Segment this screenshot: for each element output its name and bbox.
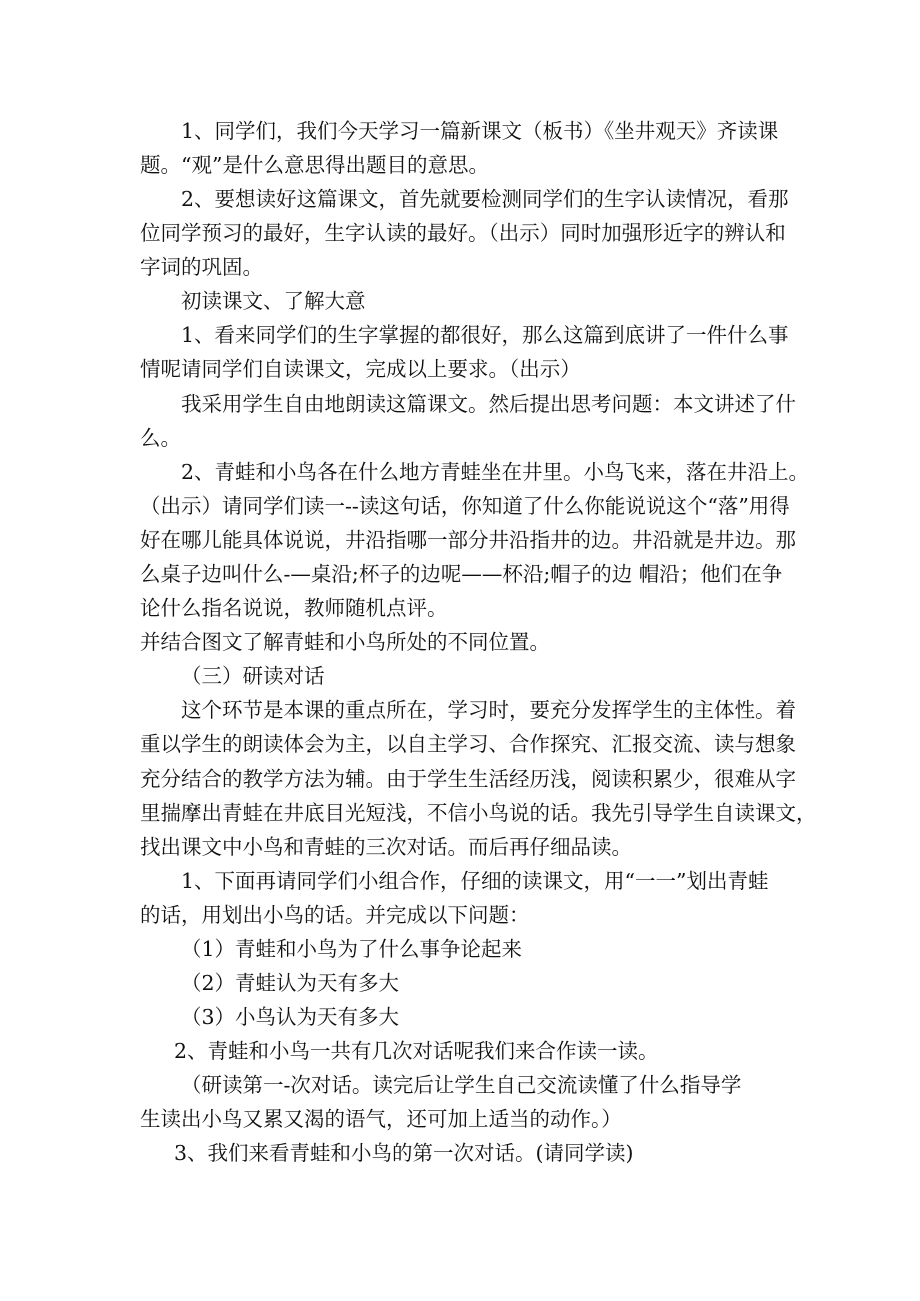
text-line: 的话，用划出小鸟的话。并完成以下问题： [140, 903, 530, 927]
text-line: 2、要想读好这篇课文，首先就要检测同学们的生字认读情况，看那 [181, 187, 789, 211]
text-line: 题。“观”是什么意思得出题目的意思。 [140, 153, 489, 177]
text-line: 么。 [140, 426, 181, 450]
text-line: 论什么指名说说，教师随机点评。 [140, 596, 448, 620]
section-heading: （三）研读对话 [181, 664, 325, 688]
text-line: 并结合图文了解青蛙和小鸟所处的不同位置。 [140, 630, 550, 654]
text-line: 重以学生的朗读体会为主，以自主学习、合作探究、汇报交流、读与想象 [140, 732, 796, 756]
text-line: 字词的巩固。 [140, 255, 263, 279]
text-line: （研读第一-次对话。读完后让学生自己交流读懂了什么指导学 [181, 1073, 742, 1097]
text-line: 位同学预习的最好，生字认读的最好。（出示）同时加强形近字的辨认和 [140, 221, 786, 245]
text-line: 情呢请同学们自读课文，完成以上要求。（出示） [140, 357, 581, 381]
list-item: （1）青蛙和小鸟为了什么事争论起来 [181, 937, 523, 961]
text-line: 我采用学生自由地朗读这篇课文。然后提出思考问题：本文讲述了什 [181, 392, 796, 416]
text-line: 好在哪儿能具体说说，井沿指哪一部分井沿指井的边。井沿就是井边。那 [140, 528, 796, 552]
text-line: 3、我们来看青蛙和小鸟的第一次对话。(请同学读) [174, 1141, 634, 1165]
text-line: 1、同学们，我们今天学习一篇新课文（板书）《坐井观天》齐读课 [181, 119, 779, 143]
text-line: 里揣摩出青蛙在井底目光短浅，不信小鸟说的话。我先引导学生自读课文， [140, 801, 817, 825]
text-line: 么桌子边叫什么-—桌沿;杯子的边呢——杯沿;帽子的边 帽沿；他们在争 [140, 562, 783, 586]
text-line: 这个环节是本课的重点所在，学习时，要充分发挥学生的主体性。着 [181, 698, 796, 722]
text-line: 2、青蛙和小鸟各在什么地方青蛙坐在井里。小鸟飞来，落在井沿上。 [181, 460, 810, 484]
text-line: （出示）请同学们读一--读这句话，你知道了什么你能说说这个“落”用得 [140, 494, 790, 518]
text-line: 充分结合的教学方法为辅。由于学生生活经历浅，阅读积累少，很难从字 [140, 767, 796, 791]
text-line: 2、青蛙和小鸟一共有几次对话呢我们来合作读一读。 [174, 1039, 659, 1063]
section-heading: 初读课文、了解大意 [181, 289, 366, 313]
list-item: （3）小鸟认为天有多大 [181, 1005, 400, 1029]
text-line: 1、看来同学们的生字掌握的都很好，那么这篇到底讲了一件什么事 [181, 323, 789, 347]
text-line: 生读出小鸟又累又渴的语气，还可加上适当的动作。） [140, 1107, 622, 1131]
text-line: 找出课文中小鸟和青蛙的三次对话。而后再仔细品读。 [140, 835, 632, 859]
text-line: 1、下面再请同学们小组合作，仔细的读课文，用“一一”划出青蛙 [181, 869, 769, 893]
list-item: （2）青蛙认为天有多大 [181, 971, 400, 995]
